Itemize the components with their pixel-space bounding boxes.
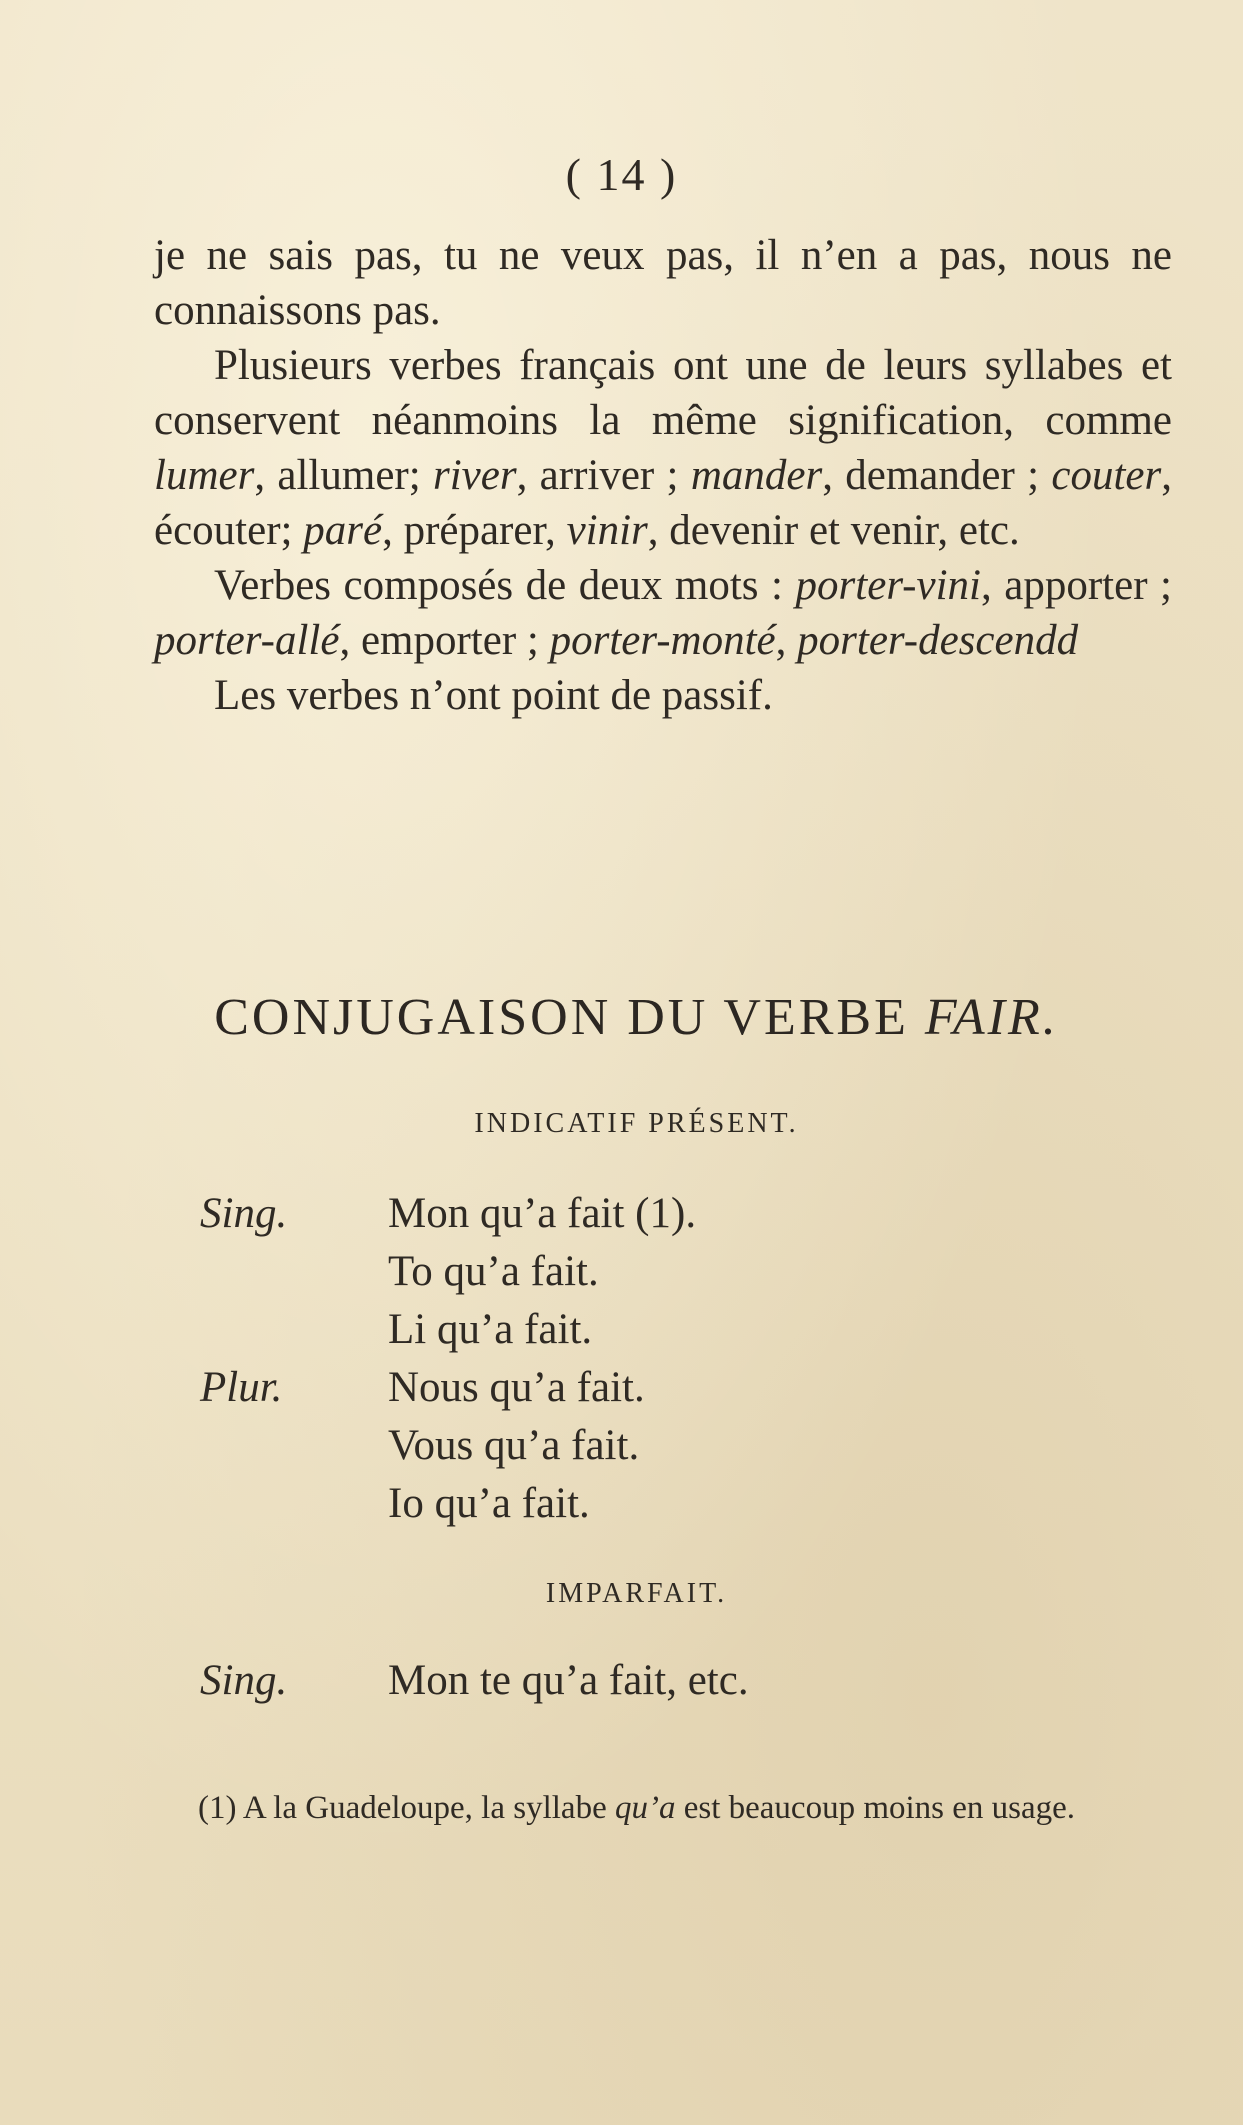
- paragraph-2-part-13: , devenir et venir, etc.: [647, 507, 1020, 554]
- grammatical-number: Sing.: [200, 1190, 288, 1237]
- paragraph-3: [154, 558, 1172, 668]
- paragraph-3-part-5: , emporter ;: [339, 617, 550, 664]
- verb-form: To qu’a fait.: [388, 1248, 599, 1295]
- page-number: ( 14 ): [565, 149, 678, 200]
- footnote-part-1: (1) A la Guadeloupe, la syllabe: [198, 1790, 615, 1826]
- paragraph-2-part-1: Plusieurs verbes français ont une de leurs syllabes et conservent néanmoins la même signification, comme: [154, 342, 1172, 444]
- paragraph-2-part-11: , préparer,: [382, 507, 567, 554]
- verb-form: Li qu’a fait.: [388, 1306, 593, 1353]
- verb-form: Nous qu’a fait.: [388, 1364, 645, 1411]
- compound-verb-porter-alle: porter-allé: [154, 617, 340, 664]
- paragraph-2: [154, 338, 1172, 558]
- grammatical-number: Plur.: [200, 1364, 283, 1411]
- compound-verb-porter-descendd: porter-descendd: [797, 617, 1079, 664]
- footnote-syllable: qu’a: [614, 1790, 676, 1826]
- conjugation-heading: [0, 988, 1243, 1047]
- paragraph-3-part-3: , apporter ;: [980, 562, 1173, 609]
- conjugation-heading-text: CONJUGAISON DU VERBE: [214, 989, 925, 1046]
- paragraph-3-part-7: ,: [775, 617, 798, 664]
- paragraph-2-part-9: , écouter;: [154, 452, 1172, 554]
- footnote-part-3: est beaucoup moins en usage.: [675, 1790, 1076, 1826]
- section-title-indicatif-present: INDICATIF PRÉSENT.: [474, 1108, 799, 1139]
- example-word-river: river: [433, 452, 517, 499]
- paragraph-2-part-7: , demander ;: [822, 452, 1052, 499]
- body-text: [154, 228, 1172, 723]
- example-word-pare: paré: [303, 507, 383, 554]
- footnote: [154, 1786, 1172, 1830]
- paragraph-3-part-1: Verbes composés de deux mots :: [214, 562, 796, 609]
- paragraph-4-part-1: Les verbes n’ont point de passif.: [214, 672, 773, 719]
- example-word-vinir: vinir: [566, 507, 648, 554]
- paragraph-1-part-1: je ne sais pas, tu ne veux pas, il n’en a pas, nous ne connaissons pas.: [154, 232, 1172, 334]
- paragraph-4: [154, 668, 1172, 723]
- paragraph-1: [154, 228, 1172, 338]
- compound-verb-porter-vini: porter-vini: [795, 562, 981, 609]
- conjugation-heading-verb: FAIR.: [924, 989, 1059, 1046]
- verb-form: Vous qu’a fait.: [388, 1422, 640, 1469]
- section-title-imparfait: IMPARFAIT.: [545, 1578, 728, 1609]
- example-word-lumer: lumer: [154, 452, 255, 499]
- verb-form: Mon te qu’a fait, etc.: [388, 1657, 749, 1704]
- grammatical-number: Sing.: [200, 1657, 288, 1704]
- verb-form: Mon qu’a fait (1).: [388, 1190, 697, 1237]
- example-word-couter: couter: [1051, 452, 1162, 499]
- paragraph-2-part-5: , arriver ;: [516, 452, 691, 499]
- compound-verb-porter-monte: porter-monté: [549, 617, 776, 664]
- paragraph-2-part-3: , allumer;: [254, 452, 433, 499]
- verb-form: Io qu’a fait.: [388, 1480, 590, 1527]
- example-word-mander: mander: [690, 452, 823, 499]
